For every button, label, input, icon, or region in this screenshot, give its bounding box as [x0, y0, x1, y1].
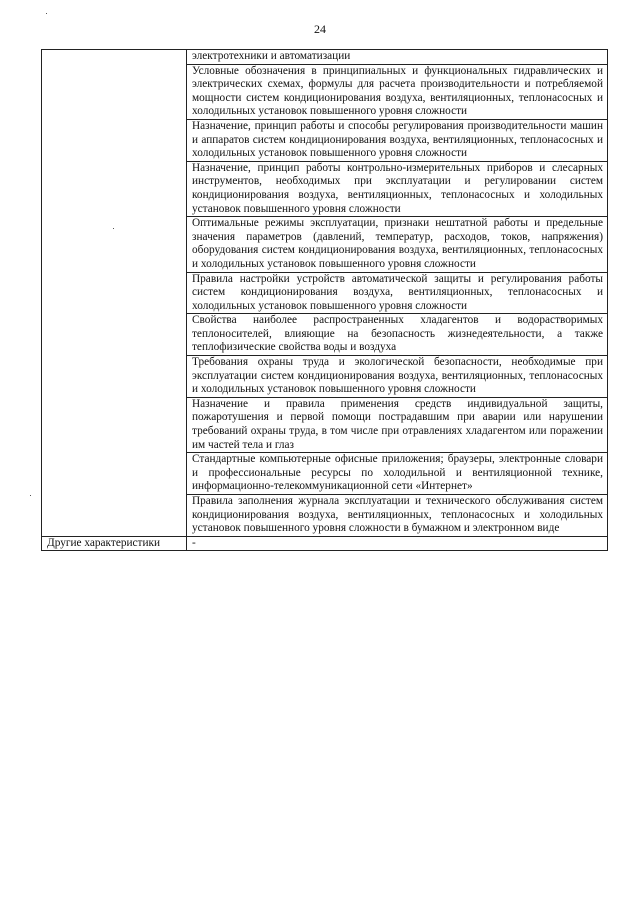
knowledge-item: Правила настройки устройств автоматической защиты и регулирования работы систем кондиционирования воздуха, вентиляционных, теплонасосных и холодильных установок повышенного уровня сложности [187, 272, 608, 314]
other-characteristics-label: Другие характеристики [42, 536, 187, 551]
requirements-table [41, 49, 608, 551]
scan-speck [113, 228, 114, 229]
knowledge-item: Назначение и правила применения средств индивидуальной защиты, пожаротушения и первой помощи пострадавшим при аварии или нарушении требований охраны труда, в том числе при отравлениях хладагентом или поражении им частей тела и глаз [187, 397, 608, 452]
scan-speck [30, 495, 31, 496]
page-number: 24 [314, 22, 326, 36]
scan-speck [46, 13, 47, 14]
knowledge-item: электротехники и автоматизации [187, 50, 608, 65]
knowledge-item: Назначение, принцип работы контрольно-измерительных приборов и слесарных инструментов, необходимых при эксплуатации и регулировании систем кондиционирования воздуха, вентиляционных, теплонасосных и холодильных установок повышенного уровня сложности [187, 161, 608, 216]
table-row [42, 50, 608, 65]
knowledge-item: Требования охраны труда и экологической безопасности, необходимые при эксплуатации систем кондиционирования воздуха, вентиляционных, теплонасосных и холодильных установок повышенного уровня сложности [187, 356, 608, 398]
knowledge-item: Правила заполнения журнала эксплуатации и технического обслуживания систем кондиционирования воздуха, вентиляционных, теплонасосных и холодильных установок повышенного уровня сложности в бумажном и электронном виде [187, 495, 608, 537]
knowledge-item: Условные обозначения в принципиальных и функциональных гидравлических и электрических схемах, формулы для расчета производительности и потребляемой мощности систем кондиционирования воздуха, вентиляционных, теплонасосных и холодильных установок повышенного уровня сложности [187, 64, 608, 119]
other-characteristics-value: - [187, 536, 608, 551]
table-row [42, 536, 608, 551]
knowledge-item: Свойства наиболее распространенных хладагентов и водорастворимых теплоносителей, влияющие на безопасность жизнедеятельности, а также теплофизические свойства воды и воздуха [187, 314, 608, 356]
knowledge-label-cell [42, 50, 187, 537]
knowledge-item: Назначение, принцип работы и способы регулирования производительности машин и аппаратов систем кондиционирования воздуха, вентиляционных, теплонасосных и холодильных установок повышенного уровня сложности [187, 119, 608, 161]
knowledge-item: Оптимальные режимы эксплуатации, признаки нештатной работы и предельные значения параметров (давлений, температур, расходов, токов, напряжения) оборудования систем кондиционирования воздуха, вентиляционных, теплонасосных и холодильных установок повышенного уровня сложности [187, 217, 608, 272]
knowledge-item: Стандартные компьютерные офисные приложения; браузеры, электронные словари и профессиональные ресурсы по холодильной и вентиляционной технике, информационно-телекоммуникационной сети «Интернет» [187, 453, 608, 495]
